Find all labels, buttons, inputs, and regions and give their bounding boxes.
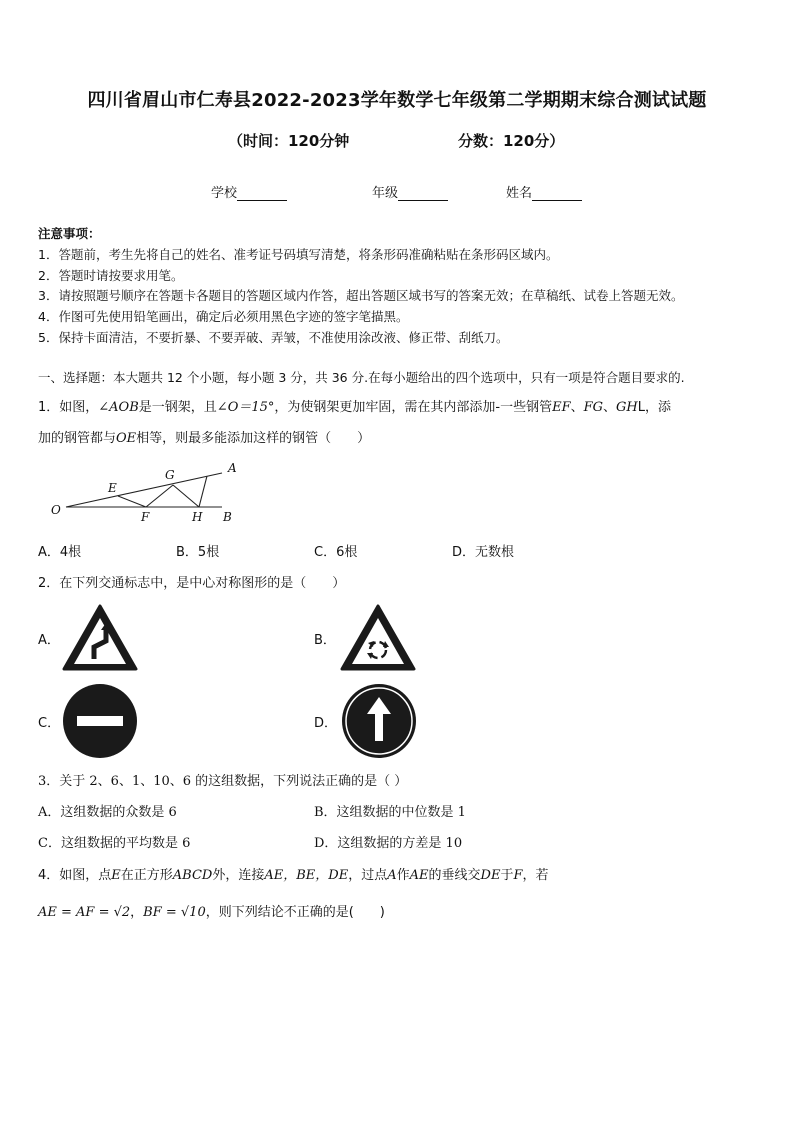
q4-text: 的垂线交	[428, 868, 481, 883]
name-blank[interactable]	[532, 188, 582, 201]
q4-math: F	[513, 868, 523, 883]
point-label-f: F	[141, 510, 150, 524]
q4-math: DE	[480, 868, 501, 883]
q4-equation: BF = √10	[143, 905, 206, 920]
q1-math: ∠AOB	[98, 400, 139, 415]
point-label-e: E	[108, 481, 117, 495]
q4-math: AE	[409, 868, 429, 883]
q3-option-d[interactable]: D．这组数据的方差是 10	[314, 836, 463, 851]
q3-option-c[interactable]: C．这组数据的平均数是 6	[38, 836, 191, 851]
q4-text: 于	[500, 868, 514, 883]
q1-text: 、	[570, 400, 584, 415]
exam-time: （时间：120分钟	[228, 132, 350, 150]
point-label-h: H	[192, 510, 203, 524]
question-1-line-1	[38, 396, 671, 415]
q4-text: 外，连接	[212, 868, 265, 883]
q2-option-c-label[interactable]: C．	[38, 716, 61, 731]
question-4-line-2	[38, 901, 385, 920]
steel-frame-figure	[44, 456, 250, 528]
q3-option-a[interactable]: A．这组数据的众数是 6	[38, 805, 177, 820]
point-label-b: B	[223, 510, 232, 524]
question-2-text: 2．在下列交通标志中，是中心对称图形的是（ ）	[38, 576, 346, 591]
q1-text: ，为使钢架更加牢固，需在其内部添加-一些钢管	[274, 400, 553, 415]
point-label-o: O	[51, 503, 61, 517]
q4-text: ，若	[522, 868, 549, 883]
q1-text: 是一钢架，且	[138, 400, 217, 415]
q1-math: GH	[616, 400, 638, 415]
q1-text: 、	[603, 400, 617, 415]
q4-text: ，	[130, 905, 144, 920]
q1-text: L，添	[637, 400, 672, 415]
name-field[interactable]	[506, 182, 582, 201]
exam-score: 分数：120分）	[458, 132, 565, 150]
q3-option-b[interactable]: B．这组数据的中位数是 1	[314, 805, 466, 820]
school-label: 学校	[211, 186, 238, 201]
question-1-line-2	[38, 427, 370, 446]
grade-blank[interactable]	[398, 188, 448, 201]
q1-text: 加的钢管都与	[38, 431, 117, 446]
q2-option-d-label[interactable]: D．	[314, 716, 338, 731]
grade-label: 年级	[372, 186, 399, 201]
straight-ahead-sign-icon[interactable]	[340, 683, 418, 759]
note-item: 5．保持卡面清洁，不要折暴、不要弄破、弄皱，不准使用涂改液、修正带、刮纸刀。	[38, 329, 509, 345]
q4-math: A	[387, 868, 397, 883]
q2-option-a-label[interactable]: A．	[38, 633, 60, 648]
q4-text: ，过点	[348, 868, 388, 883]
q4-math: E	[111, 868, 121, 883]
note-item: 2．答题时请按要求用笔。	[38, 267, 184, 283]
q4-math: AE，BE，DE	[264, 868, 349, 883]
question-3-text: 3．关于 2、6、1、10、6 的这组数据，下列说法正确的是（ ）	[38, 774, 408, 789]
q4-text: 在正方形	[120, 868, 173, 883]
note-item: 3．请按照题号顺序在答题卡各题目的答题区域内作答，超出答题区域书写的答案无效；在草稿纸、试卷上答题无效。	[38, 288, 684, 304]
q1-math: FG	[583, 400, 604, 415]
q1-text: 1．如图，	[38, 400, 99, 415]
roundabout-warning-sign-icon[interactable]	[338, 603, 418, 671]
notes-block	[38, 224, 683, 349]
no-entry-sign-icon[interactable]	[60, 683, 140, 759]
school-blank[interactable]	[237, 188, 287, 201]
notes-heading: 注意事项：	[38, 226, 101, 241]
q1-option-b[interactable]: B．5根	[176, 545, 220, 560]
point-label-g: G	[165, 468, 175, 482]
q4-equation: AE = AF = √2	[38, 905, 131, 920]
note-item: 1．答题前，考生先将自己的姓名、准考证号码填写清楚，将条形码准确粘贴在条形码区域内。	[38, 246, 559, 262]
q2-option-b-label[interactable]: B．	[314, 633, 336, 648]
q4-text: 4．如图，点	[38, 868, 112, 883]
page-title: 四川省眉山市仁寿县2022-2023学年数学七年级第二学期期末综合测试试题	[87, 90, 707, 111]
name-label: 姓名	[506, 186, 533, 201]
school-field[interactable]	[211, 182, 287, 201]
q4-text: 作	[396, 868, 410, 883]
point-label-a: A	[228, 461, 237, 475]
section-heading: 一、选择题：本大题共 12 个小题，每小题 3 分，共 36 分.在每小题给出的四个选项中，只有一项是符合题目要求的.	[38, 370, 685, 385]
q4-text: ，则下列结论不正确的是( )	[205, 905, 385, 920]
question-4-line-1	[38, 864, 549, 883]
q1-math: EF	[552, 400, 571, 415]
grade-field[interactable]	[372, 182, 448, 201]
q1-math: OE	[116, 431, 137, 446]
note-item: 4．作图可先使用铅笔画出，确定后必须用黑色字迹的签字笔描黑。	[38, 309, 409, 325]
q1-math: ∠O＝15°	[216, 400, 275, 415]
q1-option-d[interactable]: D．无数根	[452, 545, 515, 560]
zigzag-warning-sign-icon[interactable]	[60, 603, 140, 671]
q4-math: ABCD	[172, 868, 213, 883]
q1-option-c[interactable]: C．6根	[314, 545, 358, 560]
q1-text: 相等，则最多能添加这样的钢管（ ）	[136, 431, 371, 446]
q1-option-a[interactable]: A．4根	[38, 545, 82, 560]
